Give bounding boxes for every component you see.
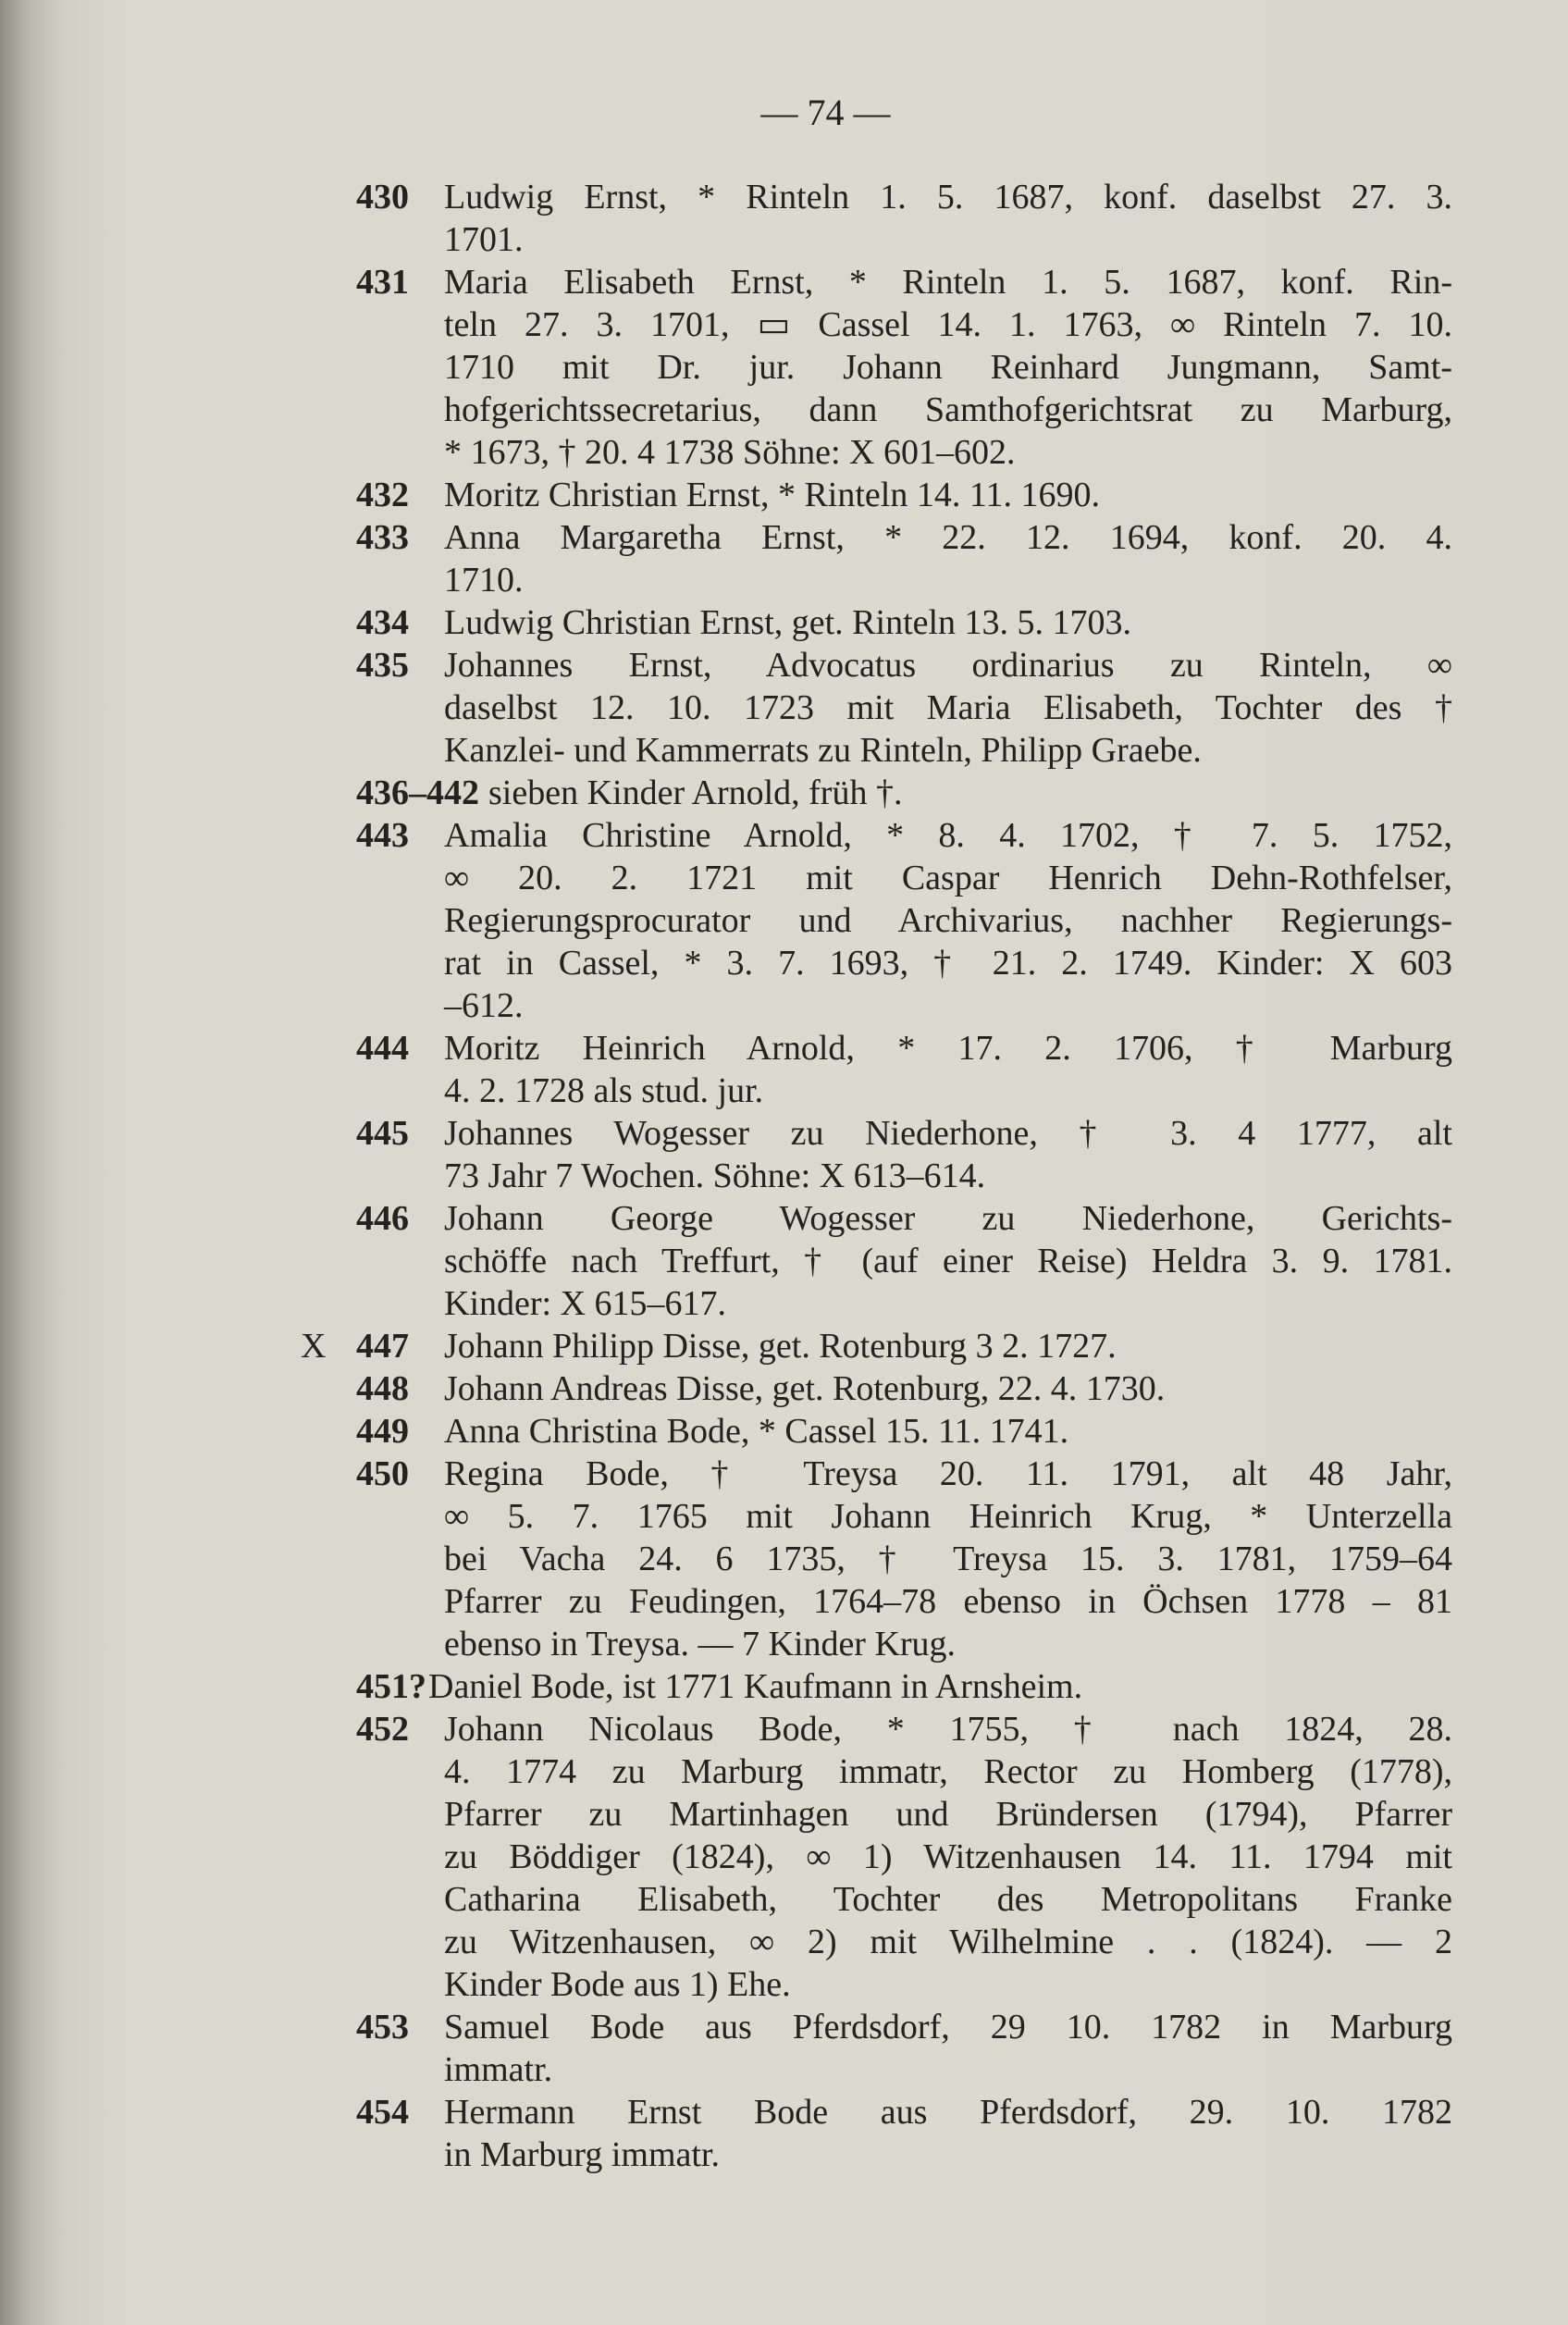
- genealogy-entry: [356, 1453, 1452, 1665]
- entry-text-line: Hermann Ernst Bode aus Pferdsdorf, 29. 10. 1782: [444, 2093, 1452, 2132]
- entry-text-line: teln 27. 3. 1701, ▭ Cassel 14. 1. 1763, ∞ Rinteln 7. 10.: [444, 305, 1452, 344]
- entry-text-line: Anna Christina Bode, * Cassel 15. 11. 1741.: [444, 1412, 1069, 1451]
- genealogy-entry: [356, 814, 1452, 1027]
- entry-text-line: Ludwig Ernst, * Rinteln 1. 5. 1687, konf. daselbst 27. 3.: [444, 178, 1452, 216]
- entry-number: 446: [356, 1199, 409, 1238]
- entry-number: 434: [356, 603, 409, 642]
- entry-text-line: Johannes Wogesser zu Niederhone, † 3. 4 1777, alt: [444, 1114, 1452, 1153]
- entry-number: 430: [356, 178, 409, 216]
- entry-text-line: 73 Jahr 7 Wochen. Söhne: X 613–614.: [444, 1156, 986, 1195]
- entry-text-line: Regina Bode, † Treysa 20. 11. 1791, alt 48 Jahr,: [444, 1454, 1452, 1493]
- genealogy-entry: [356, 261, 1452, 474]
- entry-text-line: 1701.: [444, 220, 524, 259]
- genealogy-entry: [356, 772, 1452, 814]
- entry-number: 432: [356, 476, 409, 514]
- entry-number: 436–442: [356, 773, 479, 812]
- genealogy-entry: [356, 1665, 1452, 1708]
- entry-text-line: Regierungsprocurator und Archivarius, nachher Regierungs-: [444, 901, 1452, 940]
- genealogy-entry: [356, 1197, 1452, 1325]
- entry-text-line: hofgerichtssecretarius, dann Samthofgerichtsrat zu Marburg,: [444, 390, 1452, 429]
- entry-text-line: immatr.: [444, 2050, 553, 2089]
- entry-text-line: Amalia Christine Arnold, * 8. 4. 1702, † 7. 5. 1752,: [444, 816, 1452, 855]
- entry-text-line: 4. 2. 1728 als stud. jur.: [444, 1071, 764, 1110]
- genealogy-entry: [356, 1708, 1452, 2006]
- entry-number: 449: [356, 1412, 409, 1451]
- entry-text-line: Pfarrer zu Feudingen, 1764–78 ebenso in Öchsen 1778 – 81: [444, 1582, 1452, 1621]
- genealogy-entry: [356, 1410, 1452, 1453]
- entry-text-line: zu Böddiger (1824), ∞ 1) Witzenhausen 14. 11. 1794 mit: [444, 1837, 1452, 1876]
- genealogy-entry: [356, 601, 1452, 644]
- entry-text-line: Johann Andreas Disse, get. Rotenburg, 22. 4. 1730.: [444, 1369, 1166, 1408]
- entry-text-line: Catharina Elisabeth, Tochter des Metropolitans Franke: [444, 1880, 1452, 1919]
- entry-text-line: ∞ 20. 2. 1721 mit Caspar Henrich Dehn-Rothfelser,: [444, 859, 1452, 897]
- genealogy-entry: [356, 176, 1452, 261]
- entry-text-line: zu Witzenhausen, ∞ 2) mit Wilhelmine . . (1824). — 2: [444, 1923, 1452, 1961]
- entry-text-line: Kinder Bode aus 1) Ehe.: [444, 1965, 791, 2004]
- entry-text-line: bei Vacha 24. 6 1735, † Treysa 15. 3. 1781, 1759–64: [444, 1540, 1452, 1578]
- entry-mark: X: [301, 1327, 327, 1366]
- genealogy-entry: [356, 1112, 1452, 1197]
- entry-text-line: Kanzlei- und Kammerrats zu Rinteln, Philipp Graebe.: [444, 731, 1202, 770]
- entry-text-line: Anna Margaretha Ernst, * 22. 12. 1694, konf. 20. 4.: [444, 518, 1452, 557]
- entry-text-line: ebenso in Treysa. — 7 Kinder Krug.: [444, 1625, 957, 1663]
- entry-text-line: ∞ 5. 7. 1765 mit Johann Heinrich Krug, * Unterzella: [444, 1497, 1452, 1536]
- entry-number: 435: [356, 646, 409, 685]
- genealogy-entry: [356, 644, 1452, 772]
- entry-number: 447: [356, 1327, 409, 1366]
- entry-text-line: 1710.: [444, 561, 524, 600]
- entry-text-line: Johann Philipp Disse, get. Rotenburg 3 2. 1727.: [444, 1327, 1117, 1366]
- entry-number: 433: [356, 518, 409, 557]
- genealogy-entry: [356, 516, 1452, 601]
- genealogy-entry: [356, 474, 1452, 516]
- genealogy-entry: [356, 1027, 1452, 1112]
- genealogy-entry: [356, 2006, 1452, 2091]
- entry-text-line: Kinder: X 615–617.: [444, 1284, 727, 1323]
- entry-text-line: Ludwig Christian Ernst, get. Rinteln 13. 5. 1703.: [444, 603, 1132, 642]
- entry-text-line: rat in Cassel, * 3. 7. 1693, † 21. 2. 1749. Kinder: X 603: [444, 944, 1452, 983]
- entry-list: [301, 176, 1452, 2176]
- entry-text-line: 1710 mit Dr. jur. Johann Reinhard Jungmann, Samt-: [444, 348, 1452, 387]
- entry-text-line: Maria Elisabeth Ernst, * Rinteln 1. 5. 1687, konf. Rin-: [444, 263, 1452, 302]
- entry-text-line: in Marburg immatr.: [444, 2135, 720, 2174]
- entry-number: 444: [356, 1029, 409, 1068]
- entry-number: 454: [356, 2093, 409, 2132]
- entry-text-line: Pfarrer zu Martinhagen und Bründersen (1794), Pfarrer: [444, 1795, 1452, 1834]
- genealogy-entry: [356, 2091, 1452, 2176]
- entry-text-line: Johannes Ernst, Advocatus ordinarius zu Rinteln, ∞: [444, 646, 1452, 685]
- entry-text-line: schöffe nach Treffurt, † (auf einer Reise) Heldra 3. 9. 1781.: [444, 1242, 1452, 1280]
- entry-number: 450: [356, 1454, 409, 1493]
- entry-text-line: * 1673, † 20. 4 1738 Söhne: X 601–602.: [444, 433, 1016, 472]
- entry-number: 431: [356, 263, 409, 302]
- entry-text-line: –612.: [444, 986, 524, 1025]
- entry-text-line: Moritz Heinrich Arnold, * 17. 2. 1706, † Marburg: [444, 1029, 1452, 1068]
- genealogy-entry: [356, 1367, 1452, 1410]
- entry-number: 443: [356, 816, 409, 855]
- entry-number: 452: [356, 1710, 409, 1749]
- entry-text-line: Johann Nicolaus Bode, * 1755, † nach 1824, 28.: [444, 1710, 1452, 1749]
- entry-text-line: Johann George Wogesser zu Niederhone, Gerichts-: [444, 1199, 1452, 1238]
- entry-text-line: sieben Kinder Arnold, früh †.: [488, 773, 903, 812]
- entry-text-line: Moritz Christian Ernst, * Rinteln 14. 11. 1690.: [444, 476, 1100, 514]
- entry-number: 451?: [356, 1667, 426, 1706]
- entry-number: 448: [356, 1369, 409, 1408]
- entry-text-line: Daniel Bode, ist 1771 Kaufmann in Arnsheim.: [428, 1667, 1083, 1706]
- entry-text-line: Samuel Bode aus Pferdsdorf, 29 10. 1782 in Marburg: [444, 2008, 1452, 2047]
- entry-number: 445: [356, 1114, 409, 1153]
- entry-number: 453: [356, 2008, 409, 2047]
- entry-text-line: daselbst 12. 10. 1723 mit Maria Elisabeth, Tochter des †: [444, 688, 1452, 727]
- page-number: — 74 —: [760, 92, 891, 133]
- genealogy-entry: [301, 1325, 1452, 1367]
- entry-text-line: 4. 1774 zu Marburg immatr, Rector zu Homberg (1778),: [444, 1752, 1452, 1791]
